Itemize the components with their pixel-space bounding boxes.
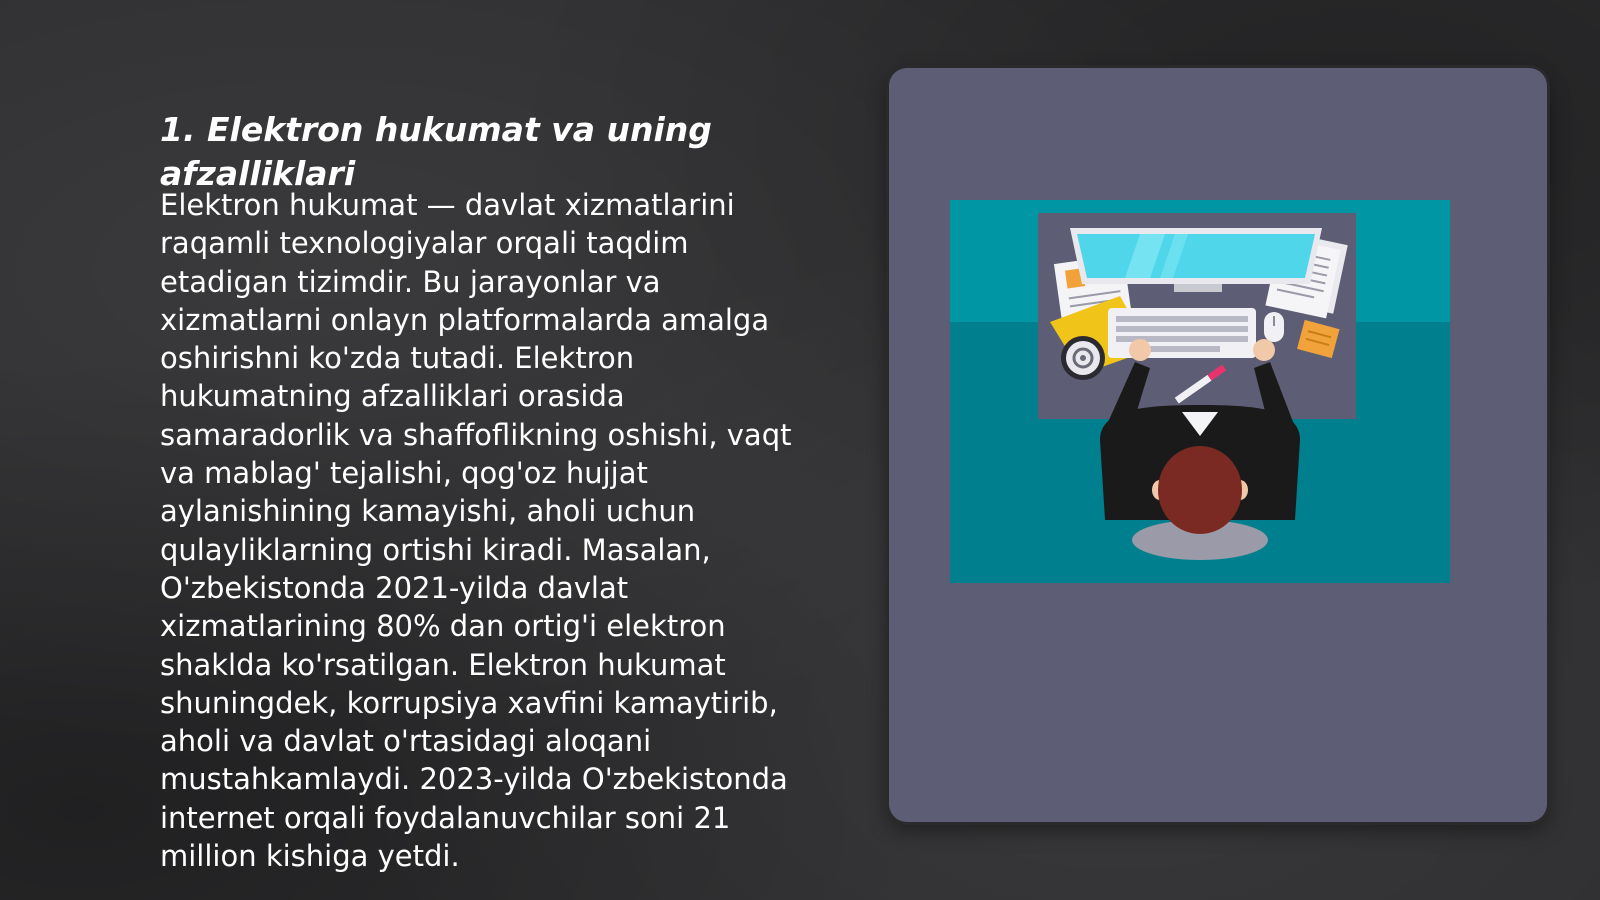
person-at-computer-desk-illustration: [950, 200, 1450, 583]
slide-title: 1. Elektron hukumat va uning afzalliklari: [160, 110, 712, 193]
slide-body-text: Elektron hukumat — davlat xizmatlarini raqamli texnologiyalar orqali taqdim etadigan tizimdir. Bu jarayonlar va xizmatlarni onlayn platformalarda amalga oshirishni ko'zda tutadi. Elektron hukumatning afzalliklari orasida samaradorlik va shaffoflikning oshishi, vaqt va mablag' tejalishi, qog'oz hujjat aylanishining kamayishi, aholi uchun qulayliklarning ortishi kiradi. Masalan, O'zbekistonda 2021-yilda davlat xizmatlarining 80% dan ortig'i elektron shaklda ko'rsatilgan. Elektron hukumat shuningdek, korrupsiya xavfini kamaytirib, aholi va davlat o'rtasidagi aloqani mustahkamlaydi. 2023-yilda O'zbekistonda internet orqali foydalanuvchilar soni 21 million kishiga yetdi.: [160, 188, 792, 874]
